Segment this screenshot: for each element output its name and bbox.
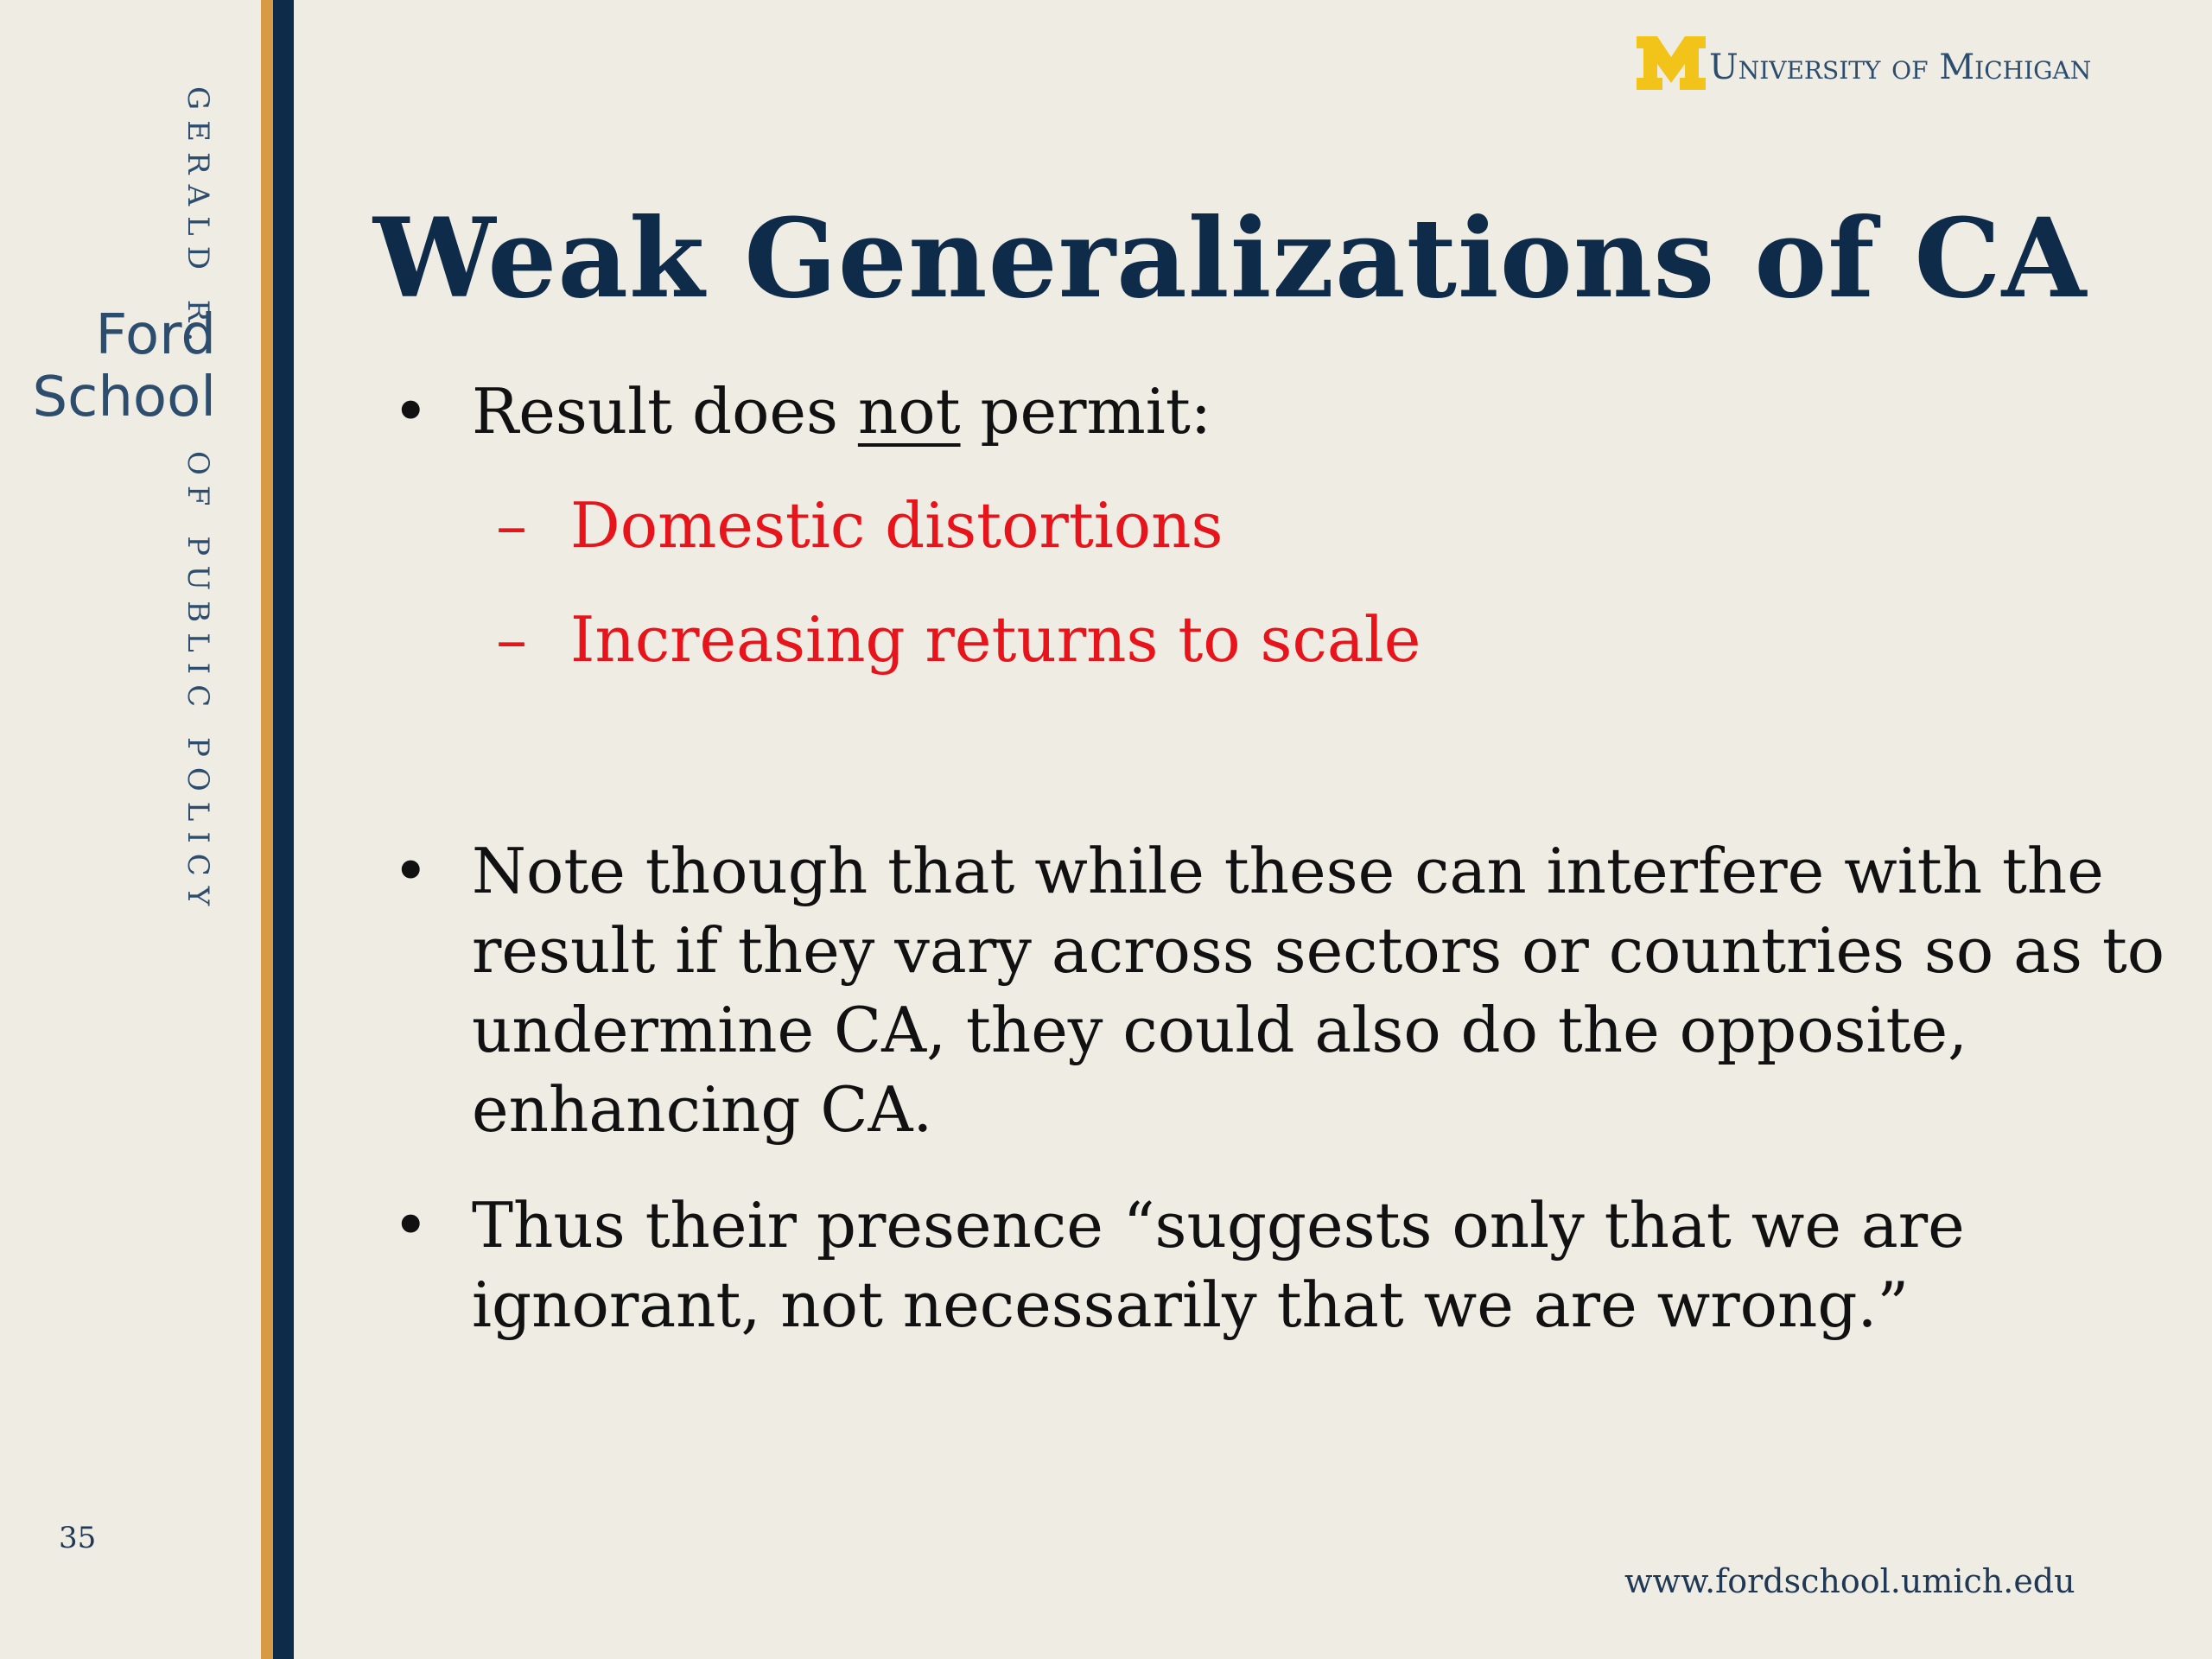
public-policy-label: OF PUBLIC POLICY: [181, 451, 215, 917]
dash-marker: –: [496, 489, 527, 562]
bullet-dot: •: [392, 375, 429, 448]
bullet-note-text: Note though that while these can interfere with the result if they vary across sectors or countries so as to undermine CA, they could also do the opposite, enhancing CA.: [472, 835, 2165, 1146]
sub-item-domestic-distortions: [380, 486, 2074, 565]
slide-title: Weak Generalizations of CA: [373, 194, 2088, 322]
dash-marker: –: [496, 603, 527, 676]
university-name: University of Michigan: [1709, 48, 2092, 87]
bullet-dot: •: [392, 1189, 429, 1262]
bullet-result-not: not: [857, 375, 961, 448]
bullet-result-prefix: Result does: [472, 375, 858, 448]
bullet-result-suffix: permit:: [960, 375, 1212, 448]
bullet-note: [380, 831, 2165, 1149]
ford-label: Ford: [95, 303, 216, 367]
footer-url: www.fordschool.umich.edu: [1624, 1562, 2075, 1600]
school-label: School: [32, 365, 216, 429]
block-m-icon: [1635, 35, 1707, 92]
sub-list: [380, 486, 2074, 679]
bullet-thus: [380, 1185, 2165, 1344]
gerald-r-label: GERALD R.: [181, 86, 215, 353]
ford-school-sidebar: [0, 0, 259, 1659]
sub-item-label: Domestic distortions: [570, 489, 1224, 562]
slide-number: 35: [59, 1521, 97, 1555]
bullet-thus-text: Thus their presence “suggests only that we are ignorant, not necessarily that we are wrong.”: [472, 1189, 1965, 1341]
navy-stripe: [273, 0, 294, 1659]
sub-item-increasing-returns: [380, 600, 2074, 679]
sub-item-label: Increasing returns to scale: [570, 603, 1421, 676]
ford-school-logo: [33, 304, 216, 429]
bullet-dot: •: [392, 835, 429, 907]
university-of-michigan-logo: [1635, 35, 2091, 92]
bullet-list-1: [380, 372, 2074, 714]
gold-stripe: [261, 0, 273, 1659]
bullet-result: [380, 372, 2074, 451]
